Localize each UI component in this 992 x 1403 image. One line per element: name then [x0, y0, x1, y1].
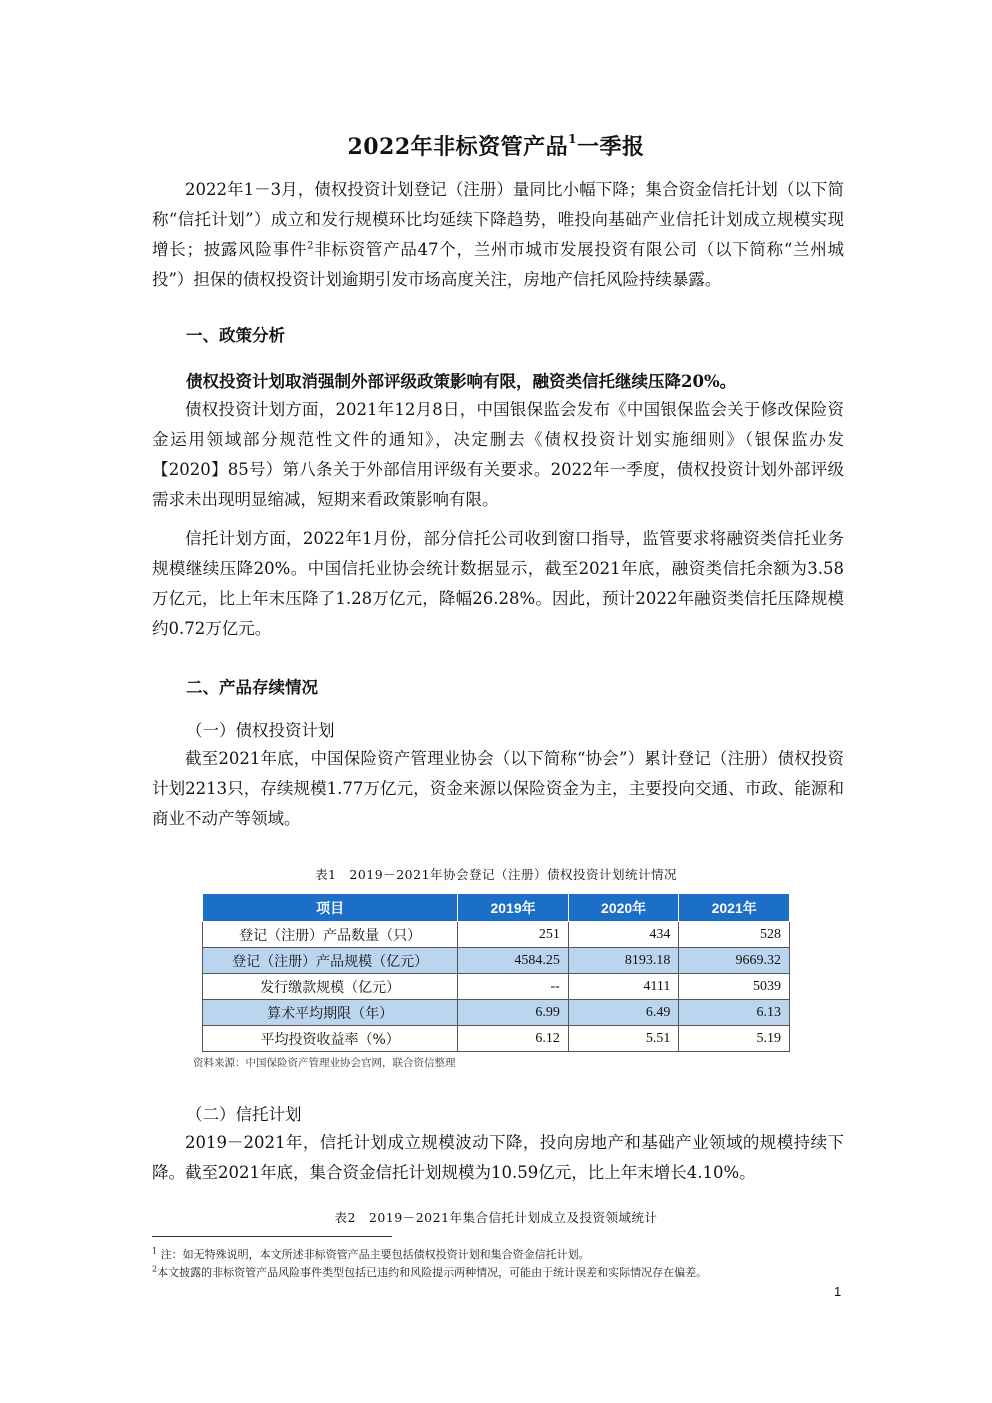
- intro-text-2: 非标资管产品47个，兰州市城市发展投资有限公司（以下简称“兰州城投”）担保的债权投资计划逾期引发市场高度关注，房地产信托风险持续暴露。: [152, 240, 845, 289]
- table-cell: 6.49: [568, 1000, 679, 1026]
- table-cell: 5039: [679, 974, 790, 1000]
- table-cell: 4584.25: [458, 948, 569, 974]
- table1-header: 2019年: [458, 894, 569, 922]
- table-row: [203, 974, 790, 1000]
- subsection1-paragraph: 截至2021年底，中国保险资产管理业协会（以下简称“协会”）累计登记（注册）债权投资计划2213只，存续规模1.77万亿元，资金来源以保险资金为主，主要投向交通、市政、能源和商业不动产等领域。: [152, 749, 844, 828]
- section2-heading: 二、产品存续情况: [186, 678, 318, 697]
- table1-header-row: [203, 894, 790, 922]
- table-cell: 6.12: [458, 1026, 569, 1052]
- table-cell: --: [458, 974, 569, 1000]
- section1-heading: 一、政策分析: [186, 326, 285, 345]
- table1: [202, 893, 790, 1052]
- table-cell: 528: [679, 922, 790, 948]
- table-cell: 算术平均期限（年）: [203, 1000, 458, 1026]
- footnote-1-text: 注：如无特殊说明，本文所述非标资管产品主要包括债权投资计划和集合资金信托计划。: [160, 1248, 590, 1261]
- table1-caption: 表1 2019－2021年协会登记（注册）债权投资计划统计情况: [314, 867, 678, 882]
- intro-paragraph: [152, 175, 844, 295]
- table-cell: 登记（注册）产品规模（亿元）: [203, 948, 458, 974]
- table-cell: 8193.18: [568, 948, 679, 974]
- footnote-2-text: 本文披露的非标资管产品风险事件类型包括已违约和风险提示两种情况，可能由于统计误差和实际情况存在偏差。: [157, 1266, 708, 1279]
- footnote-2-mark: 2: [152, 1264, 158, 1274]
- table-cell: 发行缴款规模（亿元）: [203, 974, 458, 1000]
- footnote-mark-2: 2: [307, 240, 314, 252]
- footnote-1-mark: 1: [152, 1246, 158, 1256]
- table-row: [203, 948, 790, 974]
- table-cell: 4111: [568, 974, 679, 1000]
- page-title: [0, 130, 992, 161]
- table-cell: 6.99: [458, 1000, 569, 1026]
- table1-source: 资料来源：中国保险资产管理业协会官网，联合资信整理: [193, 1057, 456, 1069]
- title-tail: 一季报: [577, 134, 645, 160]
- table1-header: 项目: [203, 894, 458, 922]
- title-footnote-mark: 1: [568, 132, 578, 146]
- section1-paragraph-2: 信托计划方面，2022年1月份，部分信托公司收到窗口指导，监管要求将融资类信托业务规模继续压降20%。中国信托业协会统计数据显示，截至2021年底，融资类信托余额为3.58万亿元，比上年末压降了1.28万亿元，降幅26.28%。因此，预计2022年融资类信托压降规模约0.72万亿元。: [152, 529, 844, 638]
- section1-paragraph-1: 债权投资计划方面，2021年12月8日，中国银保监会发布《中国银保监会关于修改保险资金运用领域部分规范性文件的通知》，决定删去《债权投资计划实施细则》（银保监办发【2020】85号）第八条关于外部信用评级有关要求。2022年一季度，债权投资计划外部评级需求未出现明显缩减，短期来看政策影响有限。: [152, 400, 844, 509]
- page-number: 1: [834, 1284, 842, 1299]
- table-cell: 251: [458, 922, 569, 948]
- subsection1-heading: （一）债权投资计划: [186, 721, 335, 740]
- table-cell: 5.19: [679, 1026, 790, 1052]
- table-cell: 登记（注册）产品数量（只）: [203, 922, 458, 948]
- subsection2-paragraph: 2019－2021年，信托计划成立规模波动下降，投向房地产和基础产业领域的规模持续下降。截至2021年底，集合资金信托计划规模为10.59亿元，比上年末增长4.10%。: [152, 1133, 844, 1182]
- section1-bold-line: 债权投资计划取消强制外部评级政策影响有限，融资类信托继续压降20%。: [186, 372, 737, 391]
- table-cell: 6.13: [679, 1000, 790, 1026]
- title-text: 2022年非标资管产品: [347, 134, 569, 160]
- table-row: [203, 922, 790, 948]
- footnote-divider: [152, 1236, 392, 1237]
- table1-header: 2020年: [568, 894, 679, 922]
- table-cell: 平均投资收益率（%）: [203, 1026, 458, 1052]
- table-cell: 5.51: [568, 1026, 679, 1052]
- table-cell: 434: [568, 922, 679, 948]
- intro-text-1: 2022年1－3月，债权投资计划登记（注册）量同比小幅下降；集合资金信托计划（以下简称“信托计划”）成立和发行规模环比均延续下降趋势，唯投向基础产业信托计划成立规模实现增长；披露风险事件: [152, 180, 844, 259]
- footnote-1: [152, 1246, 590, 1262]
- table-row: [203, 1000, 790, 1026]
- subsection2-heading: （二）信托计划: [186, 1105, 302, 1124]
- footnote-2: [152, 1264, 707, 1280]
- table1-header: 2021年: [679, 894, 790, 922]
- table-row: [203, 1026, 790, 1052]
- table-cell: 9669.32: [679, 948, 790, 974]
- table2-caption: 表2 2019－2021年集合信托计划成立及投资领域统计: [334, 1210, 658, 1225]
